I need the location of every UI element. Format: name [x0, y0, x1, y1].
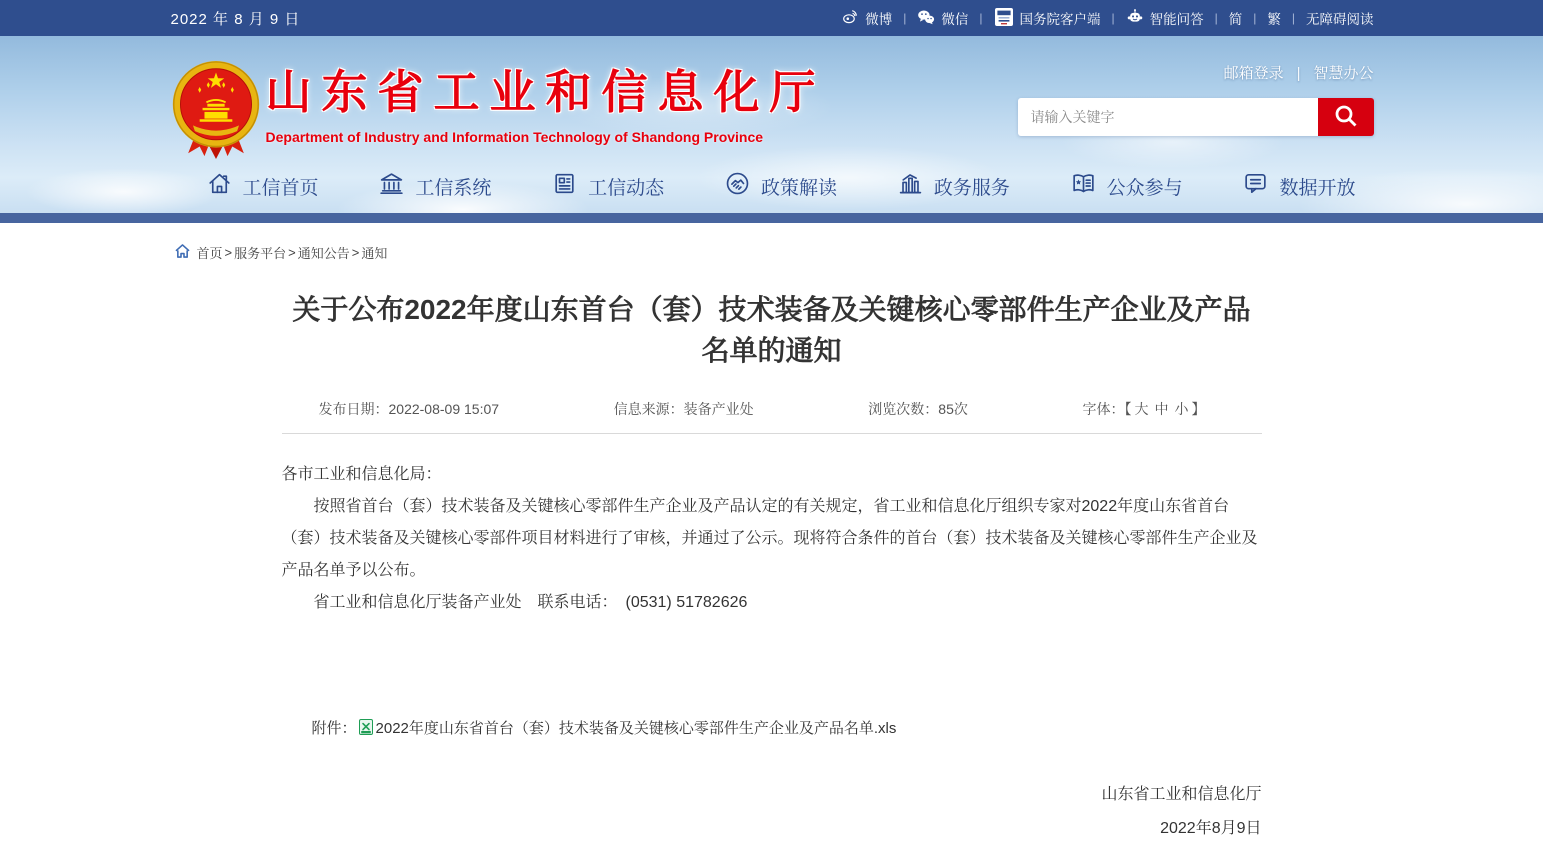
- topbar: [0, 0, 1543, 36]
- robot-icon: [1126, 8, 1144, 29]
- topbar-links: [842, 7, 1381, 30]
- article: [282, 289, 1262, 846]
- paragraph-salutation: 各市工业和信息化局：: [281, 466, 442, 483]
- nav-label: 公众参与: [1106, 178, 1183, 199]
- smart-qa-label: 智能问答: [1149, 12, 1204, 27]
- nav-item-participation[interactable]: [1070, 170, 1183, 203]
- font-size-large[interactable]: 大: [1134, 401, 1149, 417]
- news-icon: [551, 170, 578, 203]
- nav-label: 工信首页: [242, 178, 319, 199]
- nav-item-home[interactable]: [206, 170, 319, 203]
- chart-icon: [897, 170, 924, 203]
- gov-app-label: 国务院客户端: [1019, 12, 1101, 27]
- article-meta: [282, 387, 1262, 434]
- weibo-label: 微博: [865, 12, 893, 27]
- mail-login-link[interactable]: 邮箱登录: [1223, 65, 1284, 82]
- attachment-label: 附件：: [311, 720, 357, 737]
- site-header: [0, 36, 1543, 213]
- header-inner: [162, 36, 1382, 160]
- excel-file-icon: [359, 719, 373, 739]
- separator: |: [1214, 11, 1218, 25]
- paragraph-contact: 省工业和信息化厅装备产业处 联系电话： (0531) 51782626: [313, 594, 748, 611]
- nav-item-news[interactable]: [551, 170, 664, 203]
- nav-label: 数据开放: [1279, 178, 1356, 199]
- book-icon: [1070, 170, 1097, 203]
- chat-icon: [1242, 170, 1269, 203]
- signature-block: [282, 778, 1262, 846]
- search-icon: [1333, 103, 1359, 132]
- site-titleblock: [266, 56, 826, 145]
- font-size-medium[interactable]: 中: [1154, 401, 1169, 417]
- national-emblem-logo: [168, 58, 264, 162]
- nav-label: 政策解读: [760, 178, 837, 199]
- separator: |: [1291, 11, 1295, 25]
- nav-separator-bar: [0, 213, 1543, 223]
- breadcrumb-separator: >: [224, 245, 233, 260]
- nav-label: 工信动态: [588, 178, 665, 199]
- wechat-icon: [917, 9, 935, 28]
- accessibility-link[interactable]: [1306, 8, 1374, 28]
- weibo-icon: [842, 8, 859, 28]
- attachment-row: [312, 717, 1262, 738]
- nav-item-services[interactable]: [897, 170, 1010, 203]
- separator: |: [903, 11, 907, 25]
- separator: |: [979, 11, 983, 25]
- info-source: 信息来源：装备产业处: [613, 401, 754, 417]
- smart-qa-link[interactable]: [1126, 8, 1204, 29]
- breadcrumb: [162, 243, 1382, 262]
- quick-links: [1018, 62, 1374, 83]
- handshake-icon: [724, 170, 751, 203]
- view-count: 浏览次数：85次: [868, 401, 968, 417]
- traditional-label: 繁: [1267, 12, 1281, 27]
- smart-office-link[interactable]: 智慧办公: [1313, 65, 1374, 82]
- header-right: [1018, 62, 1374, 136]
- separator: |: [1296, 65, 1301, 82]
- site-subtitle: Department of Industry and Information Technology of Shandong Province: [265, 129, 764, 145]
- bank-icon: [378, 170, 405, 203]
- main-nav: [162, 160, 1382, 213]
- search-bar: [1018, 98, 1374, 136]
- breadcrumb-notices[interactable]: 通知公告: [297, 246, 350, 261]
- signature-date: 2022年8月9日: [1160, 820, 1262, 837]
- current-date: 2022 年 8 月 9 日: [170, 10, 301, 28]
- nav-label: 政务服务: [933, 178, 1010, 199]
- nav-item-policy[interactable]: [724, 170, 837, 203]
- breadcrumb-separator: >: [288, 245, 296, 260]
- article-title: 关于公布2022年度山东首台（套）技术装备及关键核心零部件生产企业及产品名单的通知: [292, 294, 1251, 366]
- gov-app-link[interactable]: [994, 7, 1101, 30]
- nav-label: 工信系统: [415, 178, 492, 199]
- nav-item-opendata[interactable]: [1242, 170, 1355, 203]
- breadcrumb-notice[interactable]: 通知: [361, 246, 388, 261]
- simplified-label: 简: [1228, 12, 1243, 27]
- simplified-chinese-link[interactable]: [1229, 8, 1243, 28]
- home-icon: [175, 244, 190, 261]
- site-title: 山东省工业和信息化厅: [265, 66, 826, 118]
- breadcrumb-home[interactable]: 首页: [196, 246, 223, 261]
- gov-app-icon: [994, 7, 1014, 30]
- search-button[interactable]: [1318, 98, 1374, 136]
- content: [162, 223, 1382, 846]
- weibo-link[interactable]: [842, 8, 892, 28]
- traditional-chinese-link[interactable]: [1267, 8, 1281, 28]
- signature-org: 山东省工业和信息化厅: [1101, 786, 1262, 803]
- publish-date: 发布日期：2022-08-09 15:07: [318, 401, 500, 417]
- home-icon: [206, 170, 233, 203]
- topbar-inner: [162, 0, 1382, 36]
- font-size-small[interactable]: 小: [1174, 401, 1189, 417]
- paragraph-main: 按照省首台（套）技术装备及关键核心零部件生产企业及产品认定的有关规定，省工业和信息化厅组织专家对2022年度山东省首台（套）技术装备及关键核心零部件项目材料进行了审核，并通过了公示。现将符合条件的首台（套）技术装备及关键核心零部件生产企业及产品名单予以公布。: [281, 498, 1258, 579]
- wechat-link[interactable]: [917, 8, 968, 28]
- font-size-selector: 字体：【 大 中 小 】: [1082, 401, 1206, 417]
- attachment-file-link[interactable]: 2022年度山东省首台（套）技术装备及关键核心零部件生产企业及产品名单.xls: [375, 720, 897, 737]
- wechat-label: 微信: [941, 12, 969, 27]
- accessibility-label: 无障碍阅读: [1306, 12, 1374, 27]
- separator: |: [1253, 11, 1257, 25]
- breadcrumb-service-platform[interactable]: 服务平台: [234, 246, 287, 261]
- search-input[interactable]: [1018, 98, 1318, 136]
- breadcrumb-separator: >: [351, 245, 360, 260]
- article-body: [282, 459, 1262, 619]
- nav-item-system[interactable]: [378, 170, 491, 203]
- separator: |: [1111, 11, 1115, 25]
